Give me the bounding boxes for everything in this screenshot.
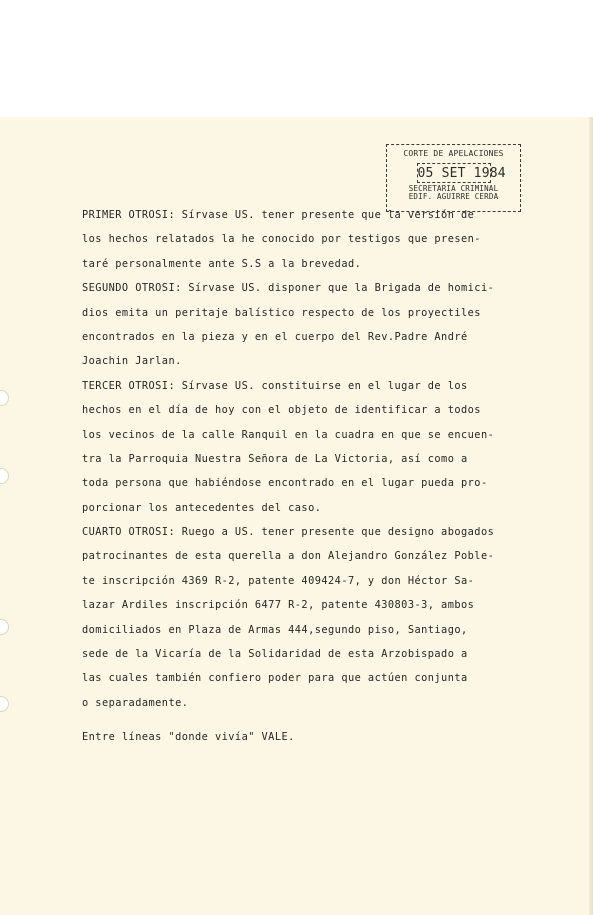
text-line: encontrados en la pieza y en el cuerpo del Rev.Padre André xyxy=(82,330,468,343)
stamp-building: EDIF. AGUIRRE CERDA xyxy=(408,192,499,201)
text-line: dios emita un peritaje balístico respecto de los proyectiles xyxy=(82,306,481,319)
court-stamp xyxy=(386,144,521,212)
stamp-date: 05 SET 1984 xyxy=(417,163,491,183)
text-line: TERCER OTROSI: Sírvase US. constituirse en el lugar de los xyxy=(82,379,468,392)
text-line: toda persona que habiéndose encontrado en el lugar pueda pro- xyxy=(82,477,488,490)
document-body xyxy=(82,206,552,753)
text-line: lazar Ardiles inscripción 6477 R-2, patente 430803-3, ambos xyxy=(82,599,475,612)
text-line: taré personalmente ante S.S a la brevedad. xyxy=(82,257,362,270)
text-line: patrocinantes de esta querella a don Alejandro González Poble- xyxy=(82,550,495,563)
text-line: te inscripción 4369 R-2, patente 409424-7, y don Héctor Sa- xyxy=(82,574,475,587)
text-line: los hechos relatados la he conocido por testigos que presen- xyxy=(82,233,481,246)
text-line: tra la Parroquia Nuestra Señora de La Victoria, así como a xyxy=(82,452,468,465)
punch-hole xyxy=(0,619,9,635)
punch-hole xyxy=(0,696,9,712)
text-line: las cuales también confiero poder para que actúen conjunta xyxy=(82,672,468,685)
stamp-court: CORTE DE APELACIONES xyxy=(403,149,504,158)
text-line: CUARTO OTROSI: Ruego a US. tener presente que designo abogados xyxy=(82,526,495,539)
text-line: los vecinos de la calle Ranquil en la cuadra en que se encuen- xyxy=(82,428,495,441)
text-line: porcionar los antecedentes del caso. xyxy=(82,501,322,514)
text-line: SEGUNDO OTROSI: Sírvase US. disponer que la Brigada de homici- xyxy=(82,282,495,295)
text-line: Joachin Jarlan. xyxy=(82,355,182,368)
text-line: hechos en el día de hoy con el objeto de identificar a todos xyxy=(82,404,481,417)
text-line: o separadamente. xyxy=(82,696,189,709)
text-line: PRIMER OTROSI: Sírvase US. tener presente que la versión de xyxy=(82,209,475,221)
paragraph-gap xyxy=(82,718,552,728)
stamp-secretary: SECRETARIA CRIMINAL xyxy=(408,184,499,193)
page-edge xyxy=(589,117,593,915)
punch-hole xyxy=(0,390,9,406)
text-line: domiciliados en Plaza de Armas 444,segundo piso, Santiago, xyxy=(82,623,468,636)
closing-note: Entre líneas "donde vivía" VALE. xyxy=(82,731,295,744)
punch-hole xyxy=(0,468,9,484)
text-line: sede de la Vicaría de la Solidaridad de esta Arzobispado a xyxy=(82,648,468,661)
